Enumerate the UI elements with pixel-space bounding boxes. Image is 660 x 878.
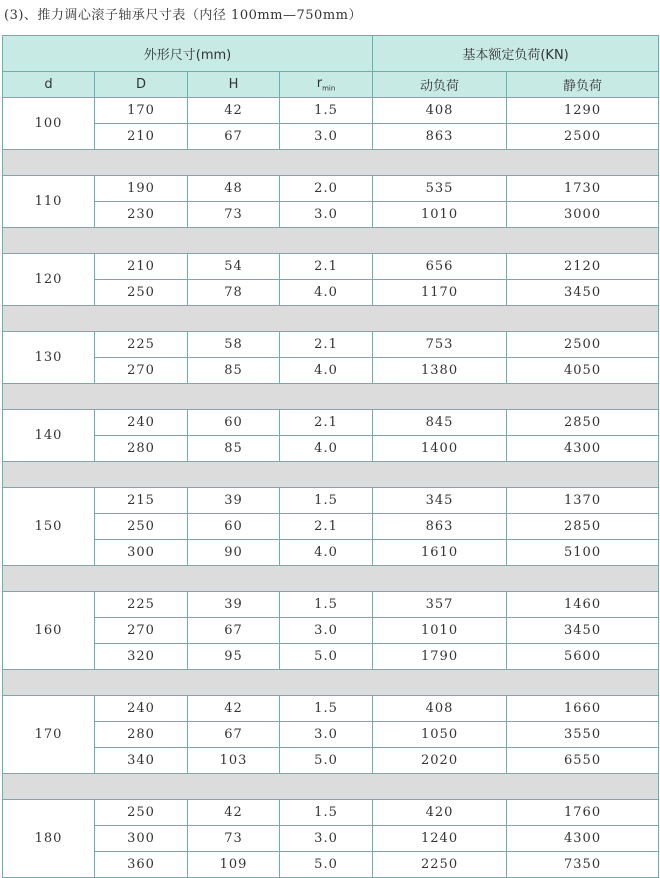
dynamic-load-cell: 2020 <box>373 748 507 774</box>
r-min-cell: 5.0 <box>280 852 373 878</box>
outer-diameter-cell: 280 <box>95 436 188 462</box>
r-min-cell: 3.0 <box>280 826 373 852</box>
static-load-cell: 4050 <box>507 358 659 384</box>
r-min-cell: 1.5 <box>280 592 373 618</box>
inner-diameter-cell: 120 <box>3 254 95 306</box>
outer-diameter-cell: 170 <box>95 98 188 124</box>
outer-diameter-cell: 270 <box>95 358 188 384</box>
table-row <box>3 800 659 826</box>
table-row <box>3 202 659 228</box>
dynamic-load-cell: 1010 <box>373 618 507 644</box>
dynamic-load-cell: 1010 <box>373 202 507 228</box>
outer-diameter-cell: 240 <box>95 696 188 722</box>
column-header-static-load: 静负荷 <box>507 72 659 98</box>
group-separator-row <box>3 566 659 592</box>
r-min-cell: 1.5 <box>280 696 373 722</box>
page-title: (3)、推力调心滚子轴承尺寸表（内径 100mm—750mm） <box>4 8 362 23</box>
group-separator-row <box>3 228 659 254</box>
height-cell: 39 <box>188 488 280 514</box>
table-row <box>3 488 659 514</box>
separator-cell <box>3 774 659 800</box>
dynamic-load-cell: 345 <box>373 488 507 514</box>
inner-diameter-cell: 140 <box>3 410 95 462</box>
dynamic-load-cell: 753 <box>373 332 507 358</box>
height-cell: 90 <box>188 540 280 566</box>
outer-diameter-cell: 340 <box>95 748 188 774</box>
dynamic-load-cell: 863 <box>373 514 507 540</box>
dynamic-load-cell: 1050 <box>373 722 507 748</box>
static-load-cell: 5600 <box>507 644 659 670</box>
outer-diameter-cell: 360 <box>95 852 188 878</box>
static-load-cell: 1660 <box>507 696 659 722</box>
dynamic-load-cell: 408 <box>373 98 507 124</box>
height-cell: 78 <box>188 280 280 306</box>
dynamic-load-cell: 1400 <box>373 436 507 462</box>
r-min-cell: 3.0 <box>280 618 373 644</box>
r-min-cell: 2.1 <box>280 254 373 280</box>
dynamic-load-cell: 408 <box>373 696 507 722</box>
table-row <box>3 852 659 878</box>
static-load-cell: 5100 <box>507 540 659 566</box>
static-load-cell: 2850 <box>507 410 659 436</box>
height-cell: 42 <box>188 98 280 124</box>
static-load-cell: 3450 <box>507 618 659 644</box>
table-row <box>3 124 659 150</box>
column-header-H: H <box>188 72 280 98</box>
separator-cell <box>3 306 659 332</box>
separator-cell <box>3 228 659 254</box>
outer-diameter-cell: 240 <box>95 410 188 436</box>
outer-diameter-cell: 250 <box>95 280 188 306</box>
outer-diameter-cell: 250 <box>95 514 188 540</box>
r-min-cell: 3.0 <box>280 722 373 748</box>
outer-diameter-cell: 210 <box>95 124 188 150</box>
table-row <box>3 358 659 384</box>
table-row <box>3 826 659 852</box>
group-separator-row <box>3 670 659 696</box>
static-load-cell: 4300 <box>507 436 659 462</box>
inner-diameter-cell: 170 <box>3 696 95 774</box>
r-min-cell: 2.0 <box>280 176 373 202</box>
height-cell: 85 <box>188 358 280 384</box>
height-cell: 42 <box>188 696 280 722</box>
r-min-cell: 4.0 <box>280 358 373 384</box>
outer-diameter-cell: 300 <box>95 826 188 852</box>
static-load-cell: 3450 <box>507 280 659 306</box>
static-load-cell: 2120 <box>507 254 659 280</box>
table-row <box>3 644 659 670</box>
outer-diameter-cell: 225 <box>95 592 188 618</box>
height-cell: 42 <box>188 800 280 826</box>
group-separator-row <box>3 774 659 800</box>
table-row <box>3 748 659 774</box>
dynamic-load-cell: 1610 <box>373 540 507 566</box>
r-min-cell: 3.0 <box>280 202 373 228</box>
height-cell: 73 <box>188 202 280 228</box>
height-cell: 103 <box>188 748 280 774</box>
r-min-cell: 2.1 <box>280 410 373 436</box>
separator-cell <box>3 462 659 488</box>
static-load-cell: 1760 <box>507 800 659 826</box>
separator-cell <box>3 670 659 696</box>
height-cell: 67 <box>188 124 280 150</box>
height-cell: 67 <box>188 618 280 644</box>
outer-diameter-cell: 320 <box>95 644 188 670</box>
table-row <box>3 254 659 280</box>
height-cell: 39 <box>188 592 280 618</box>
outer-diameter-cell: 250 <box>95 800 188 826</box>
separator-cell <box>3 384 659 410</box>
inner-diameter-cell: 150 <box>3 488 95 566</box>
column-header-D: D <box>95 72 188 98</box>
r-min-cell: 4.0 <box>280 436 373 462</box>
inner-diameter-cell: 160 <box>3 592 95 670</box>
dynamic-load-cell: 1240 <box>373 826 507 852</box>
table-row <box>3 410 659 436</box>
table-row <box>3 618 659 644</box>
separator-cell <box>3 150 659 176</box>
static-load-cell: 2850 <box>507 514 659 540</box>
header-rated-load: 基本额定负荷(KN) <box>373 36 659 72</box>
outer-diameter-cell: 230 <box>95 202 188 228</box>
column-header-r-min: $r_{min}$ <box>280 72 373 98</box>
outer-diameter-cell: 270 <box>95 618 188 644</box>
outer-diameter-cell: 300 <box>95 540 188 566</box>
static-load-cell: 6550 <box>507 748 659 774</box>
r-min-cell: 4.0 <box>280 540 373 566</box>
height-cell: 109 <box>188 852 280 878</box>
r-min-cell: 1.5 <box>280 98 373 124</box>
table-row <box>3 280 659 306</box>
group-separator-row <box>3 384 659 410</box>
bearing-dimension-table <box>2 35 659 878</box>
table-row <box>3 98 659 124</box>
height-cell: 95 <box>188 644 280 670</box>
inner-diameter-cell: 100 <box>3 98 95 150</box>
table-row <box>3 722 659 748</box>
header-dimensions: 外形尺寸(mm) <box>3 36 373 72</box>
r-min-cell: 5.0 <box>280 748 373 774</box>
table-row <box>3 332 659 358</box>
table-row <box>3 592 659 618</box>
dynamic-load-cell: 656 <box>373 254 507 280</box>
height-cell: 58 <box>188 332 280 358</box>
r-min-cell: 2.1 <box>280 332 373 358</box>
group-separator-row <box>3 150 659 176</box>
outer-diameter-cell: 210 <box>95 254 188 280</box>
table-row <box>3 696 659 722</box>
static-load-cell: 1370 <box>507 488 659 514</box>
inner-diameter-cell: 110 <box>3 176 95 228</box>
static-load-cell: 3550 <box>507 722 659 748</box>
outer-diameter-cell: 225 <box>95 332 188 358</box>
height-cell: 60 <box>188 410 280 436</box>
static-load-cell: 2500 <box>507 124 659 150</box>
static-load-cell: 1460 <box>507 592 659 618</box>
static-load-cell: 4300 <box>507 826 659 852</box>
r-min-cell: 4.0 <box>280 280 373 306</box>
height-cell: 60 <box>188 514 280 540</box>
table-body <box>3 98 659 878</box>
separator-cell <box>3 566 659 592</box>
dynamic-load-cell: 863 <box>373 124 507 150</box>
dynamic-load-cell: 845 <box>373 410 507 436</box>
inner-diameter-cell: 130 <box>3 332 95 384</box>
table-row <box>3 540 659 566</box>
static-load-cell: 2500 <box>507 332 659 358</box>
r-min-cell: 5.0 <box>280 644 373 670</box>
table-row <box>3 514 659 540</box>
static-load-cell: 1730 <box>507 176 659 202</box>
dynamic-load-cell: 1170 <box>373 280 507 306</box>
inner-diameter-cell: 180 <box>3 800 95 878</box>
outer-diameter-cell: 280 <box>95 722 188 748</box>
r-min-cell: 3.0 <box>280 124 373 150</box>
static-load-cell: 1290 <box>507 98 659 124</box>
r-min-cell: 2.1 <box>280 514 373 540</box>
column-header-dynamic-load: 动负荷 <box>373 72 507 98</box>
dynamic-load-cell: 1380 <box>373 358 507 384</box>
group-separator-row <box>3 306 659 332</box>
table-row <box>3 436 659 462</box>
dynamic-load-cell: 535 <box>373 176 507 202</box>
column-header-d: d <box>3 72 95 98</box>
height-cell: 85 <box>188 436 280 462</box>
r-min-cell: 1.5 <box>280 800 373 826</box>
group-separator-row <box>3 462 659 488</box>
outer-diameter-cell: 215 <box>95 488 188 514</box>
height-cell: 67 <box>188 722 280 748</box>
height-cell: 54 <box>188 254 280 280</box>
dynamic-load-cell: 420 <box>373 800 507 826</box>
dynamic-load-cell: 1790 <box>373 644 507 670</box>
static-load-cell: 7350 <box>507 852 659 878</box>
height-cell: 73 <box>188 826 280 852</box>
dynamic-load-cell: 2250 <box>373 852 507 878</box>
table-row <box>3 176 659 202</box>
dynamic-load-cell: 357 <box>373 592 507 618</box>
r-min-cell: 1.5 <box>280 488 373 514</box>
height-cell: 48 <box>188 176 280 202</box>
static-load-cell: 3000 <box>507 202 659 228</box>
outer-diameter-cell: 190 <box>95 176 188 202</box>
